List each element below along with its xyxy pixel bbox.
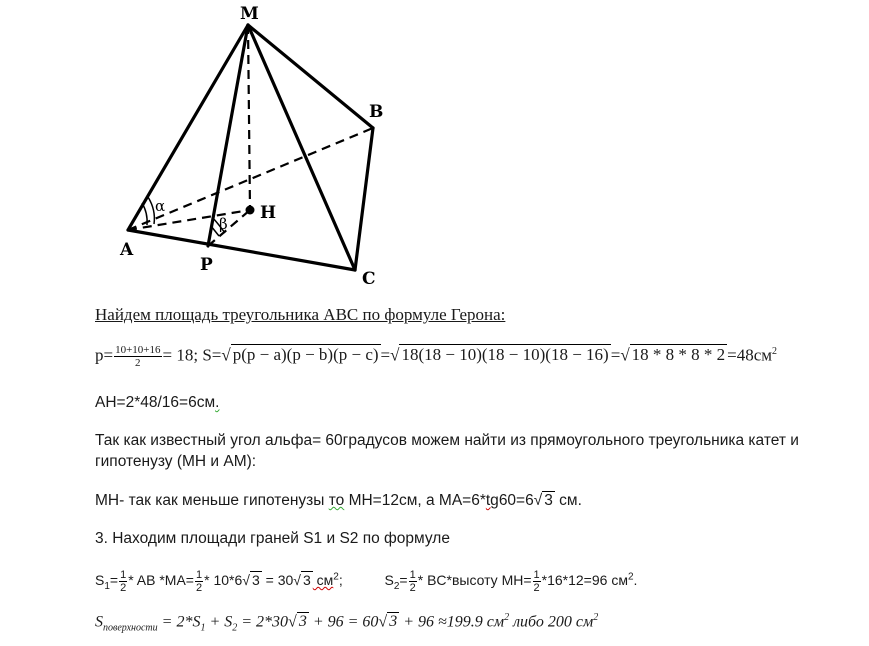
sp-s2-sub: 2 <box>232 622 238 634</box>
edge-BC <box>355 128 373 270</box>
sp-c: + 96 = 60 <box>308 613 379 631</box>
sp-label: S <box>95 613 103 631</box>
s1-sqrt1: 3 <box>251 572 260 589</box>
s1-unit: см <box>312 572 334 589</box>
label-beta: β <box>219 215 228 233</box>
point-H <box>246 206 255 215</box>
sp-sup1: 2 <box>504 612 510 623</box>
s1-eq: = <box>109 572 119 589</box>
surface-area-line <box>95 612 598 634</box>
s1-sub: 1 <box>104 581 110 592</box>
heron-heading: Найдем площадь треугольника ABC по формуле Герона: <box>95 305 506 324</box>
angle-alpha-arc <box>148 197 154 224</box>
sp-s2: S <box>224 613 233 631</box>
s1-frac <box>119 569 127 594</box>
label-M: M <box>240 4 259 24</box>
step-3: 3. Находим площади граней S1 и S2 по формуле <box>95 530 450 547</box>
equals-2: = <box>610 345 621 365</box>
sp-b: = 2*30 <box>237 613 289 631</box>
mh-a: MH- так как меньше гипотенузы <box>95 492 329 509</box>
label-C: C <box>362 269 376 289</box>
p-denominator: 2 <box>135 357 141 369</box>
radical-sign: √ <box>390 345 400 365</box>
mh-sqrt: 3 <box>544 492 553 509</box>
p-numerator: 10+10+16 <box>115 344 161 356</box>
mh-d: см. <box>554 492 582 509</box>
s2-frac2-num: 1 <box>533 569 540 581</box>
angle-line-2: гипотенузу (MH и AM): <box>95 453 257 470</box>
label-P: P <box>200 255 213 275</box>
s2-mid: * BC*высоту MH= <box>417 572 532 589</box>
s1-frac2-num: 1 <box>195 569 203 581</box>
s1-end: ; <box>338 572 343 589</box>
s2-eq: = <box>399 572 408 589</box>
sp-d: + 96 ≈199.9 см <box>399 613 505 631</box>
heron-expression: p(p − a)(p − b)(p − c) <box>232 345 379 365</box>
s2-frac <box>409 569 417 594</box>
s1-mid: * AB *MA= <box>128 572 194 589</box>
radical-sign: √ <box>378 613 388 631</box>
s1-frac-den: 2 <box>120 582 127 594</box>
sp-sup2: 2 <box>593 612 599 623</box>
radical-sign: √ <box>293 572 301 589</box>
heron-product: 18 * 8 * 8 * 2 <box>631 345 726 365</box>
s1-sqrt2: 3 <box>302 572 311 589</box>
s2-calc: *16*12=96 см <box>541 572 628 589</box>
mh-line <box>95 492 582 510</box>
sp-sqrt2: 3 <box>389 613 398 631</box>
p-label: p= <box>95 345 114 365</box>
sp-plus: + <box>205 613 225 631</box>
s2-frac-num: 1 <box>409 569 416 581</box>
s2-sub: 2 <box>393 581 400 592</box>
label-alpha: α <box>155 197 166 215</box>
label-B: B <box>369 102 384 122</box>
p-rest: = 18; S= <box>162 345 222 365</box>
sp-a: = 2* <box>157 613 193 631</box>
s1-label: S <box>95 572 105 589</box>
radical-sign: √ <box>242 572 250 589</box>
s2-label: S <box>384 572 394 589</box>
radical-sign: √ <box>221 345 231 365</box>
mh-c: 60=6 <box>498 492 534 509</box>
edge-MB <box>248 25 373 128</box>
label-H: H <box>260 203 277 223</box>
angle-line-1: Так как известный угол альфа= 60градусов можем найти из прямоугольного треугольника катет и <box>95 432 799 449</box>
s1-s2-line <box>95 569 637 594</box>
mh-to: то <box>328 492 345 509</box>
heron-formula <box>95 344 777 369</box>
edge-AC <box>128 230 355 270</box>
mh-b: MH=12см, а MA=6* <box>344 492 486 509</box>
sp-s1-sub: 1 <box>200 622 206 634</box>
radical-sign: √ <box>620 345 630 365</box>
s1-unit-sup: 2 <box>333 571 339 583</box>
edge-MC <box>248 25 355 270</box>
area-result: =48см <box>727 345 773 365</box>
sp-s1: S <box>192 613 201 631</box>
heron-numeric: 18(18 − 10)(18 − 10)(18 − 16) <box>401 345 609 365</box>
pyramid-figure <box>0 0 869 300</box>
s2-end: . <box>633 572 638 589</box>
radical-sign: √ <box>288 613 297 631</box>
s2-frac-den: 2 <box>409 582 416 594</box>
s1-frac-num: 1 <box>120 569 127 581</box>
sp-sqrt1: 3 <box>298 613 307 631</box>
radical-sign: √ <box>533 492 543 509</box>
mh-tg: tg <box>485 492 499 509</box>
s2-frac2-den: 2 <box>533 582 540 594</box>
area-unit-sup: 2 <box>772 345 778 357</box>
s1-frac2-den: 2 <box>195 582 203 594</box>
s1-res: = 30 <box>261 572 294 589</box>
equals-1: = <box>380 345 391 365</box>
height-MH <box>248 25 250 210</box>
p-fraction <box>114 344 161 369</box>
s2-frac2 <box>533 569 541 594</box>
ah-dot: . <box>215 394 220 411</box>
s2-sup: 2 <box>627 571 634 583</box>
sp-sub: поверхности <box>103 622 158 634</box>
s1-calc: * 10*6 <box>204 572 243 589</box>
ah-line <box>95 394 219 412</box>
sp-e: либо 200 см <box>509 613 594 631</box>
s1-frac2 <box>195 569 203 594</box>
ah-text: AH=2*48/16=6см <box>95 394 216 411</box>
label-A: A <box>120 240 134 260</box>
